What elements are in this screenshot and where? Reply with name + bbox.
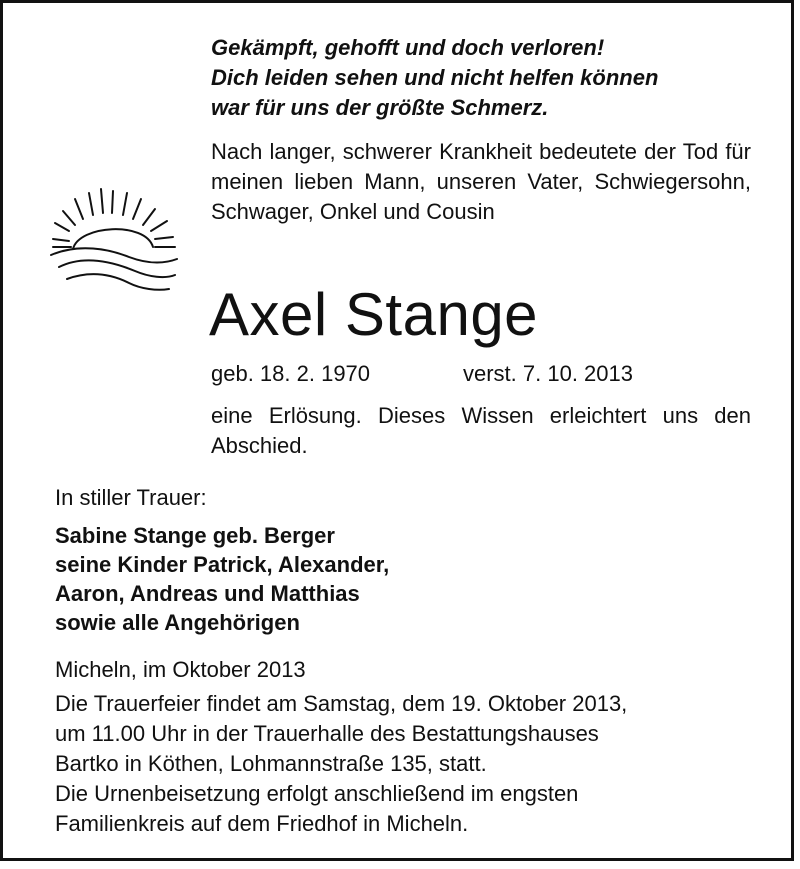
- place-and-date: Micheln, im Oktober 2013: [55, 657, 306, 682]
- sunset-over-hills-icon: [49, 185, 179, 295]
- funeral-line: Bartko in Köthen, Lohmannstraße 135, statt.: [55, 751, 487, 776]
- funeral-line: Die Trauerfeier findet am Samstag, dem 19. Oktober 2013,: [55, 691, 628, 716]
- intro-text: Nach langer, schwerer Krankheit bedeutete der Tod für meinen lieben Mann, unseren Vater, Schwiegersohn, Schwager, Onkel und Cousin: [211, 139, 751, 224]
- opening-verse: [211, 33, 771, 123]
- mourners-list: [55, 521, 389, 637]
- relief-text: eine Erlösung. Dieses Wissen erleichtert uns den Abschied.: [211, 403, 751, 458]
- funeral-line: Familienkreis auf dem Friedhof in Micheln.: [55, 811, 469, 836]
- funeral-line: um 11.00 Uhr in der Trauerhalle des Bestattungshauses: [55, 721, 599, 746]
- mourner-line: sowie alle Angehörigen: [55, 610, 300, 635]
- mourner-line: seine Kinder Patrick, Alexander,: [55, 552, 390, 577]
- mourner-line: Sabine Stange geb. Berger: [55, 523, 335, 548]
- verse-line: Gekämpft, gehofft und doch verloren!: [211, 35, 605, 60]
- birth-date: geb. 18. 2. 1970: [211, 361, 371, 386]
- verse-line: Dich leiden sehen und nicht helfen können: [211, 65, 659, 90]
- death-date: verst. 7. 10. 2013: [463, 361, 633, 386]
- funeral-line: Die Urnenbeisetzung erfolgt anschließend im engsten: [55, 781, 579, 806]
- mourning-label: In stiller Trauer:: [55, 485, 207, 510]
- mourner-line: Aaron, Andreas und Matthias: [55, 581, 360, 606]
- verse-line: war für uns der größte Schmerz.: [211, 95, 549, 120]
- funeral-details: [55, 689, 751, 839]
- deceased-name: Axel Stange: [209, 281, 539, 348]
